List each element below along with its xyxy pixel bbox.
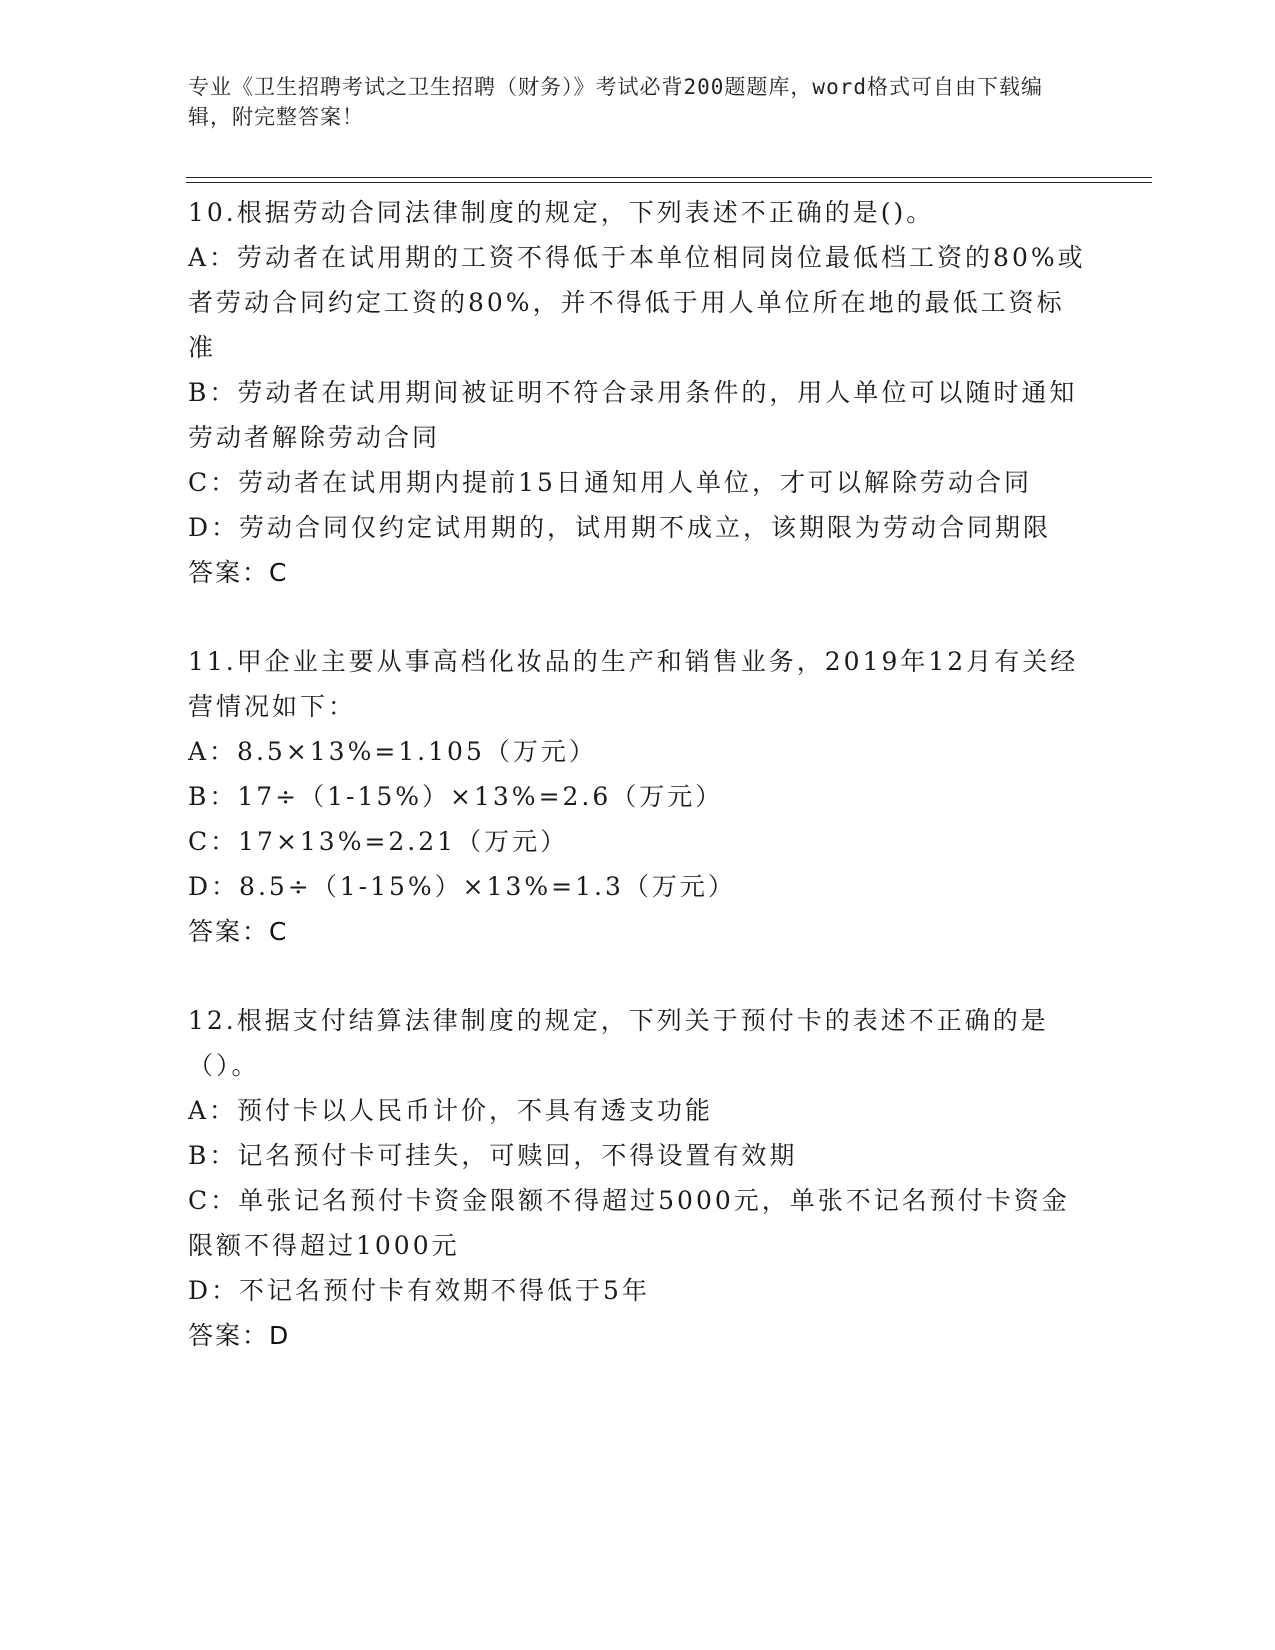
- option-d: D：8.5÷（1-15%）×13%=1.3（万元）: [188, 872, 736, 901]
- option-a: A：8.5×13%=1.105（万元）: [188, 737, 597, 766]
- header-divider-bottom: [186, 182, 1152, 183]
- option-d: D：不记名预付卡有效期不得低于5年: [188, 1276, 650, 1305]
- answer-line: 答案：D: [188, 1321, 291, 1350]
- option-c: C：劳动者在试用期内提前15日通知用人单位，才可以解除劳动合同: [188, 468, 1032, 497]
- question-list: [188, 190, 1088, 1402]
- answer-line: 答案：C: [188, 917, 289, 946]
- option-b: B：17÷（1-15%）×13%=2.6（万元）: [188, 782, 724, 811]
- question-item: [188, 998, 1088, 1358]
- answer-line: 答案：C: [188, 558, 289, 587]
- option-c: C：17×13%=2.21（万元）: [188, 827, 569, 856]
- option-d: D：劳动合同仅约定试用期的，试用期不成立，该期限为劳动合同期限: [188, 513, 1052, 542]
- question-stem: 11.甲企业主要从事高档化妆品的生产和销售业务，2019年12月有关经营情况如下：: [188, 647, 1079, 721]
- question-stem: 12.根据支付结算法律制度的规定，下列关于预付卡的表述不正确的是（）。: [188, 1006, 1049, 1080]
- option-b: B：记名预付卡可挂失，可赎回，不得设置有效期: [188, 1141, 798, 1170]
- question-item: [188, 190, 1088, 595]
- option-b: B：劳动者在试用期间被证明不符合录用条件的，用人单位可以随时通知劳动者解除劳动合同: [188, 378, 1078, 452]
- question-stem: 10.根据劳动合同法律制度的规定，下列表述不正确的是()。: [188, 198, 935, 227]
- option-c: C：单张记名预付卡资金限额不得超过5000元，单张不记名预付卡资金限额不得超过1000元: [188, 1186, 1070, 1260]
- option-a: A：预付卡以人民币计价，不具有透支功能: [188, 1096, 714, 1125]
- option-a: A：劳动者在试用期的工资不得低于本单位相同岗位最低档工资的80%或者劳动合同约定工资的80%，并不得低于用人单位所在地的最低工资标准: [188, 243, 1086, 362]
- document-header: 专业《卫生招聘考试之卫生招聘（财务）》考试必背200题题库，word格式可自由下载编辑，附完整答案！: [188, 75, 1043, 129]
- question-item: [188, 639, 1088, 954]
- header-divider-top: [186, 177, 1152, 178]
